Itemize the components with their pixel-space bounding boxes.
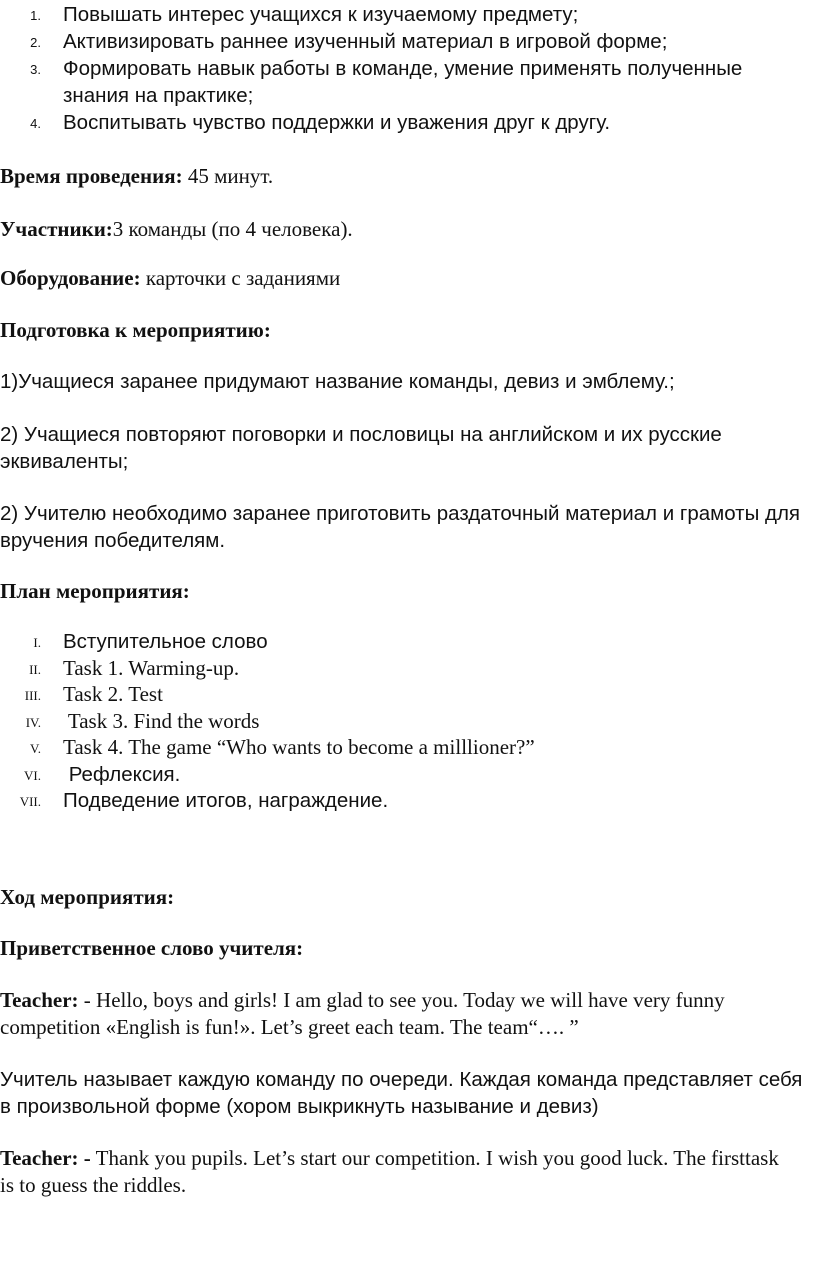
list-item-text: Активизировать раннее изученный материал в игровой форме;	[63, 30, 668, 53]
list-item	[0, 55, 793, 109]
plan-list	[0, 628, 800, 814]
list-number: 4.	[30, 116, 41, 131]
list-item-text: Вступительное слово	[63, 630, 268, 653]
list-item	[0, 681, 800, 708]
list-item-text: Подведение итогов, награждение.	[63, 789, 389, 812]
list-number: 3.	[30, 62, 41, 77]
list-item-text: Task 3. Find the words	[63, 708, 260, 733]
teacher-line-2	[0, 1145, 790, 1199]
participants-line	[0, 216, 353, 243]
list-item-text: Рефлексия.	[63, 762, 181, 786]
list-number: VII.	[19, 794, 41, 809]
list-item-text: Task 4. The game “Who wants to become a milllioner?”	[63, 735, 535, 759]
time-line	[0, 163, 273, 190]
list-number: VI.	[24, 767, 41, 783]
list-number: 1.	[30, 8, 41, 23]
teacher-speech: Thank you pupils. Let’s start our competition. I wish you good luck. The firsttask is to guess the riddles.	[0, 1146, 779, 1197]
greeting-heading	[0, 935, 303, 962]
list-item	[0, 761, 800, 788]
list-item-text: Воспитывать чувство поддержки и уважения друг к другу.	[63, 111, 611, 134]
list-item	[0, 628, 800, 655]
preparation-item: 2) Учителю необходимо заранее приготовить раздаточный материал и грамоты для вручения победителям.	[0, 502, 801, 552]
preparation-item: 1)Учащиеся заранее придумают название команды, девиз и эмблему.;	[0, 370, 675, 393]
list-item	[0, 28, 800, 55]
list-item	[0, 734, 800, 761]
plan-heading-text: План мероприятия:	[0, 579, 190, 603]
list-item	[0, 109, 800, 136]
list-item	[0, 787, 800, 814]
progress-heading	[0, 884, 174, 911]
preparation-heading-text: Подготовка к мероприятию:	[0, 318, 271, 342]
list-item	[0, 708, 800, 735]
equipment-value: карточки с заданиями	[140, 266, 341, 290]
teacher-line-1	[0, 987, 790, 1041]
list-number: III.	[24, 688, 41, 703]
equipment-label: Оборудование:	[0, 266, 141, 290]
teacher-label: Teacher: -	[0, 1146, 91, 1170]
goals-list	[0, 1, 800, 136]
progress-heading-text: Ход мероприятия:	[0, 885, 175, 909]
time-label: Время проведения:	[0, 164, 183, 188]
list-item-text: Повышать интерес учащихся к изучаемому предмету;	[63, 3, 579, 26]
greeting-heading-text: Приветственное слово учителя:	[0, 936, 304, 960]
list-item-text: Формировать навык работы в команде, умение применять полученные знания на практике;	[63, 57, 743, 107]
plan-heading	[0, 578, 190, 605]
list-item-text: Task 1. Warming-up.	[63, 655, 240, 680]
list-number: IV.	[25, 714, 41, 730]
preparation-item: 2) Учащиеся повторяют поговорки и пословицы на английском и их русские эквиваленты;	[0, 423, 722, 473]
teacher-note: Учитель называет каждую команду по очереди. Каждая команда представляет себя в произвольной форме (хором выкрикнуть называние и девиз)	[0, 1068, 803, 1118]
list-number: V.	[30, 741, 41, 756]
list-item-text: Task 2. Test	[63, 682, 163, 706]
list-number: 2.	[30, 35, 41, 50]
teacher-label: Teacher:	[0, 988, 79, 1012]
participants-label: Участники:	[0, 217, 113, 241]
list-number: II.	[29, 661, 41, 677]
list-item	[0, 1, 800, 28]
preparation-heading	[0, 317, 271, 344]
list-number: I.	[33, 635, 41, 650]
teacher-speech: - Hello, boys and girls! I am glad to see you. Today we will have very funny competition «English is fun!». Let’s greet each team. The team“…. ”	[0, 988, 725, 1039]
equipment-line	[0, 265, 340, 292]
time-value: 45 минут.	[182, 164, 274, 188]
list-item	[0, 655, 800, 682]
participants-value: 3 команды (по 4 человека).	[112, 217, 353, 241]
